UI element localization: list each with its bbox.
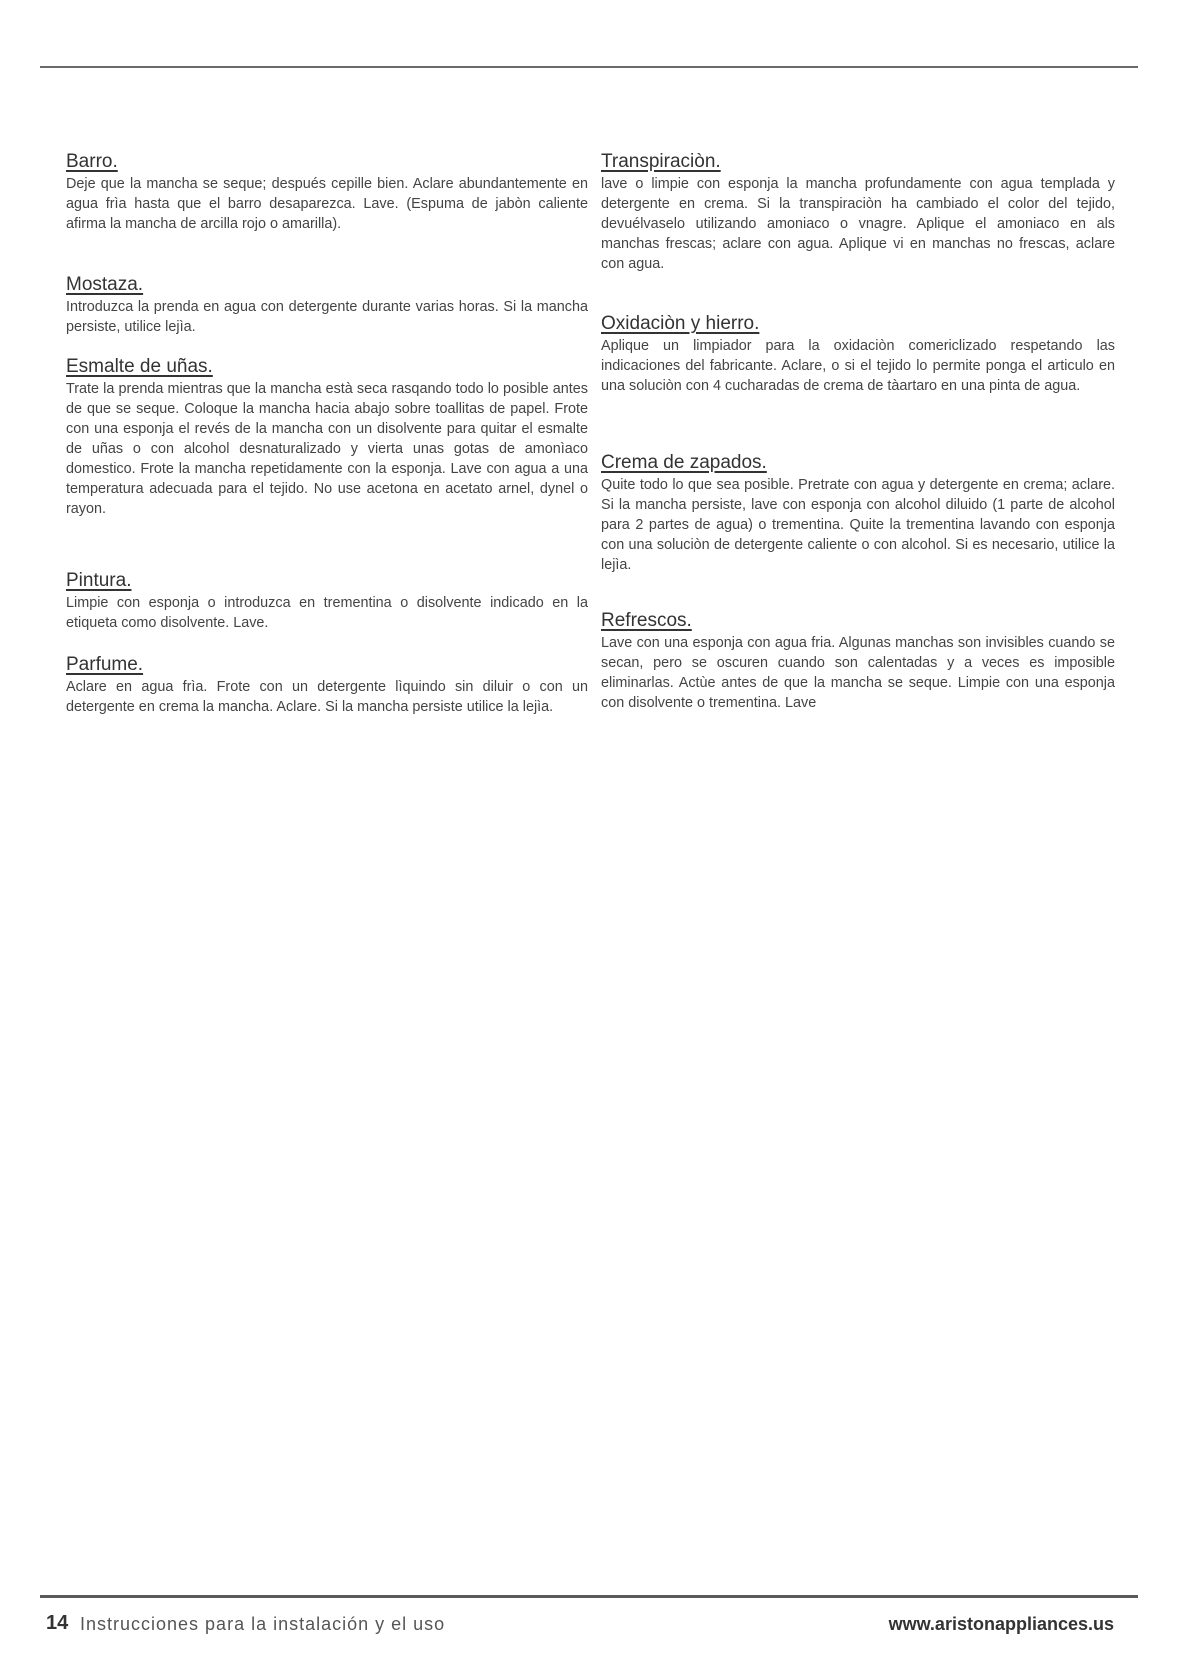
section-text: Aplique un limpiador para la oxidaciòn comericlizado respetando las indicaciones del fabricante. Aclare, o si el tejido lo permite ponga el articulo en una soluciòn con 4 cucharadas de crema de tàartaro en una pinta de agua. (601, 338, 1115, 394)
section-parfume (66, 653, 588, 717)
section-text: Quite todo lo que sea posible. Pretrate con agua y detergente en crema; aclare. Si la mancha persiste, lave con esponja con alcohol diluido (1 parte de alcohol para 2 partes de agua) o trementina. Quite la trementina lavando con esponja con una soluciòn de detergente caliente o con alcohol. Si es necesario, utilice la lejìa. (601, 477, 1115, 573)
footer-title: Instrucciones para la instalación y el uso (80, 1614, 446, 1634)
section-transpiracion (601, 150, 1115, 312)
left-column (66, 150, 588, 717)
section-text: Introduzca la prenda en agua con detergente durante varias horas. Si la mancha persiste, utilice lejìa. (66, 299, 588, 335)
section-title: Esmalte de uñas. (66, 356, 213, 377)
website-link[interactable]: www.aristonappliances.us (888, 1614, 1114, 1634)
section-oxidacion (601, 312, 1115, 451)
section-barro (66, 150, 588, 273)
section-title: Refrescos. (601, 610, 692, 631)
section-title: Mostaza. (66, 274, 144, 295)
section-crema-zapatos (601, 451, 1115, 609)
section-text: lave o limpie con esponja la mancha profundamente con agua templada y detergente en crema. Si la transpiraciòn ha cambiado el color del tejido, devuélvaselo utilizando amoniaco o vnagre. Aplique el amoniaco en als manchas frescas; aclare con agua. Aplique vi en manchas no frescas, aclare con agua. (601, 176, 1115, 272)
top-rule (40, 66, 1138, 68)
section-text: Limpie con esponja o introduzca en trementina o disolvente indicado en la etiqueta como disolvente. Lave. (66, 595, 588, 631)
section-text: Aclare en agua frìa. Frote con un detergente lìquindo sin diluir o con un detergente en crema la mancha. Aclare. Si la mancha persiste utilice la lejìa. (66, 679, 588, 715)
bottom-rule (40, 1595, 1138, 1598)
right-column (601, 150, 1115, 713)
section-refrescos (601, 609, 1115, 713)
section-title: Transpiraciòn. (601, 151, 721, 172)
section-title: Oxidaciòn y hierro. (601, 313, 760, 334)
section-title: Crema de zapados. (601, 452, 767, 473)
section-text: Trate la prenda mientras que la mancha està seca rasqando todo lo posible antes de que se seque. Coloque la mancha hacia abajo sobre toallitas de papel. Frote con una esponja el revés de la mancha con un disolvente para quitar el esmalte de uñas o con alcohol desnaturalizado y vierta unas gotas de amonìaco domestico. Frote la mancha repetidamente con la esponja. Lave con agua a una temperatura adecuada para el tejido. No use acetona en acetato arnel, dynel o rayon. (66, 381, 588, 517)
section-text: Lave con una esponja con agua fria. Algunas manchas son invisibles cuando se secan, pero se oscuren cuando son calentadas y a veces es imposible eliminarlas. Actùe antes de que la mancha se seque. Limpie con una esponja con disolvente o trementina. Lave (601, 635, 1115, 711)
section-title: Barro. (66, 151, 118, 172)
section-text: Deje que la mancha se seque; después cepille bien. Aclare abundantemente en agua frìa hasta que el barro desaparezca. Lave. (Espuma de jabòn caliente afirma la mancha de arcilla rojo o amarilla). (66, 176, 588, 232)
section-title: Pintura. (66, 570, 132, 591)
section-title: Parfume. (66, 654, 144, 675)
page-footer (46, 1612, 1114, 1642)
section-mostaza (66, 273, 588, 355)
section-esmalte (66, 355, 588, 569)
page-number: 14 (46, 1612, 69, 1634)
section-pintura (66, 569, 588, 653)
